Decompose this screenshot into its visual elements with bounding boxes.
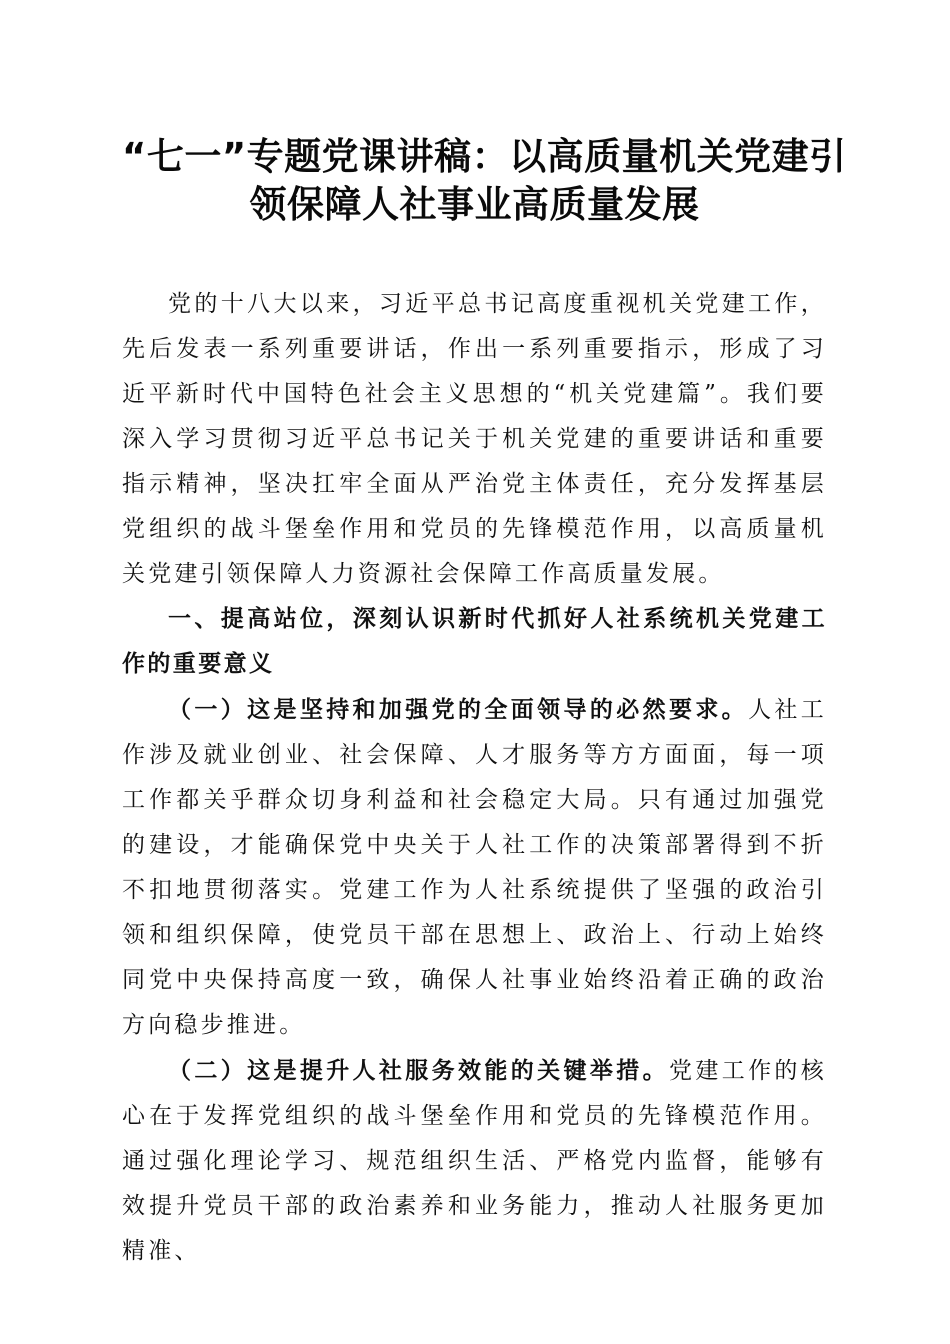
subsection-2-body: 党建工作的核心在于发挥党组织的战斗堡垒作用和党员的先锋模范作用。通过强化理论学习、规范组织生活、严格党内监督，能够有效提升党员干部的政治素养和业务能力，推动人社服务更加精准、 — [122, 1058, 827, 1264]
title-line-1: “七一”专题党课讲稿：以高质量机关党建引 — [122, 135, 847, 178]
document-title — [122, 133, 847, 229]
subsection-1-body: 人社工作涉及就业创业、社会保障、人才服务等方方面面，每一项工作都关乎群众切身利益和社会稳定大局。只有通过加强党的建设，才能确保党中央关于人社工作的决策部署得到不折不扣地贯彻落实。党建工作为人社系统提供了坚强的政治引领和组织保障，使党员干部在思想上、政治上、行动上始终同党中央保持高度一致，确保人社事业始终沿着正确的政治方向稳步推进。 — [122, 697, 827, 1038]
subsection-1-paragraph — [122, 687, 827, 1048]
subsection-2-lead: （二）这是提升人社服务效能的关键举措。 — [168, 1057, 669, 1084]
subsection-2-paragraph — [122, 1048, 827, 1274]
subsection-1-lead: （一）这是坚持和加强党的全面领导的必然要求。 — [168, 696, 749, 723]
document-body — [122, 282, 827, 1274]
section-1-heading: 一、提高站位，深刻认识新时代抓好人社系统机关党建工作的重要意义 — [122, 606, 827, 677]
intro-paragraph: 党的十八大以来，习近平总书记高度重视机关党建工作，先后发表一系列重要讲话，作出一系列重要指示，形成了习近平新时代中国特色社会主义思想的“机关党建篇”。我们要深入学习贯彻习近平总书记关于机关党建的重要讲话和重要指示精神，坚决扛牢全面从严治党主体责任，充分发挥基层党组织的战斗堡垒作用和党员的先锋模范作用，以高质量机关党建引领保障人力资源社会保障工作高质量发展。 — [122, 291, 827, 587]
title-line-2: 领保障人社事业高质量发展 — [249, 183, 700, 226]
